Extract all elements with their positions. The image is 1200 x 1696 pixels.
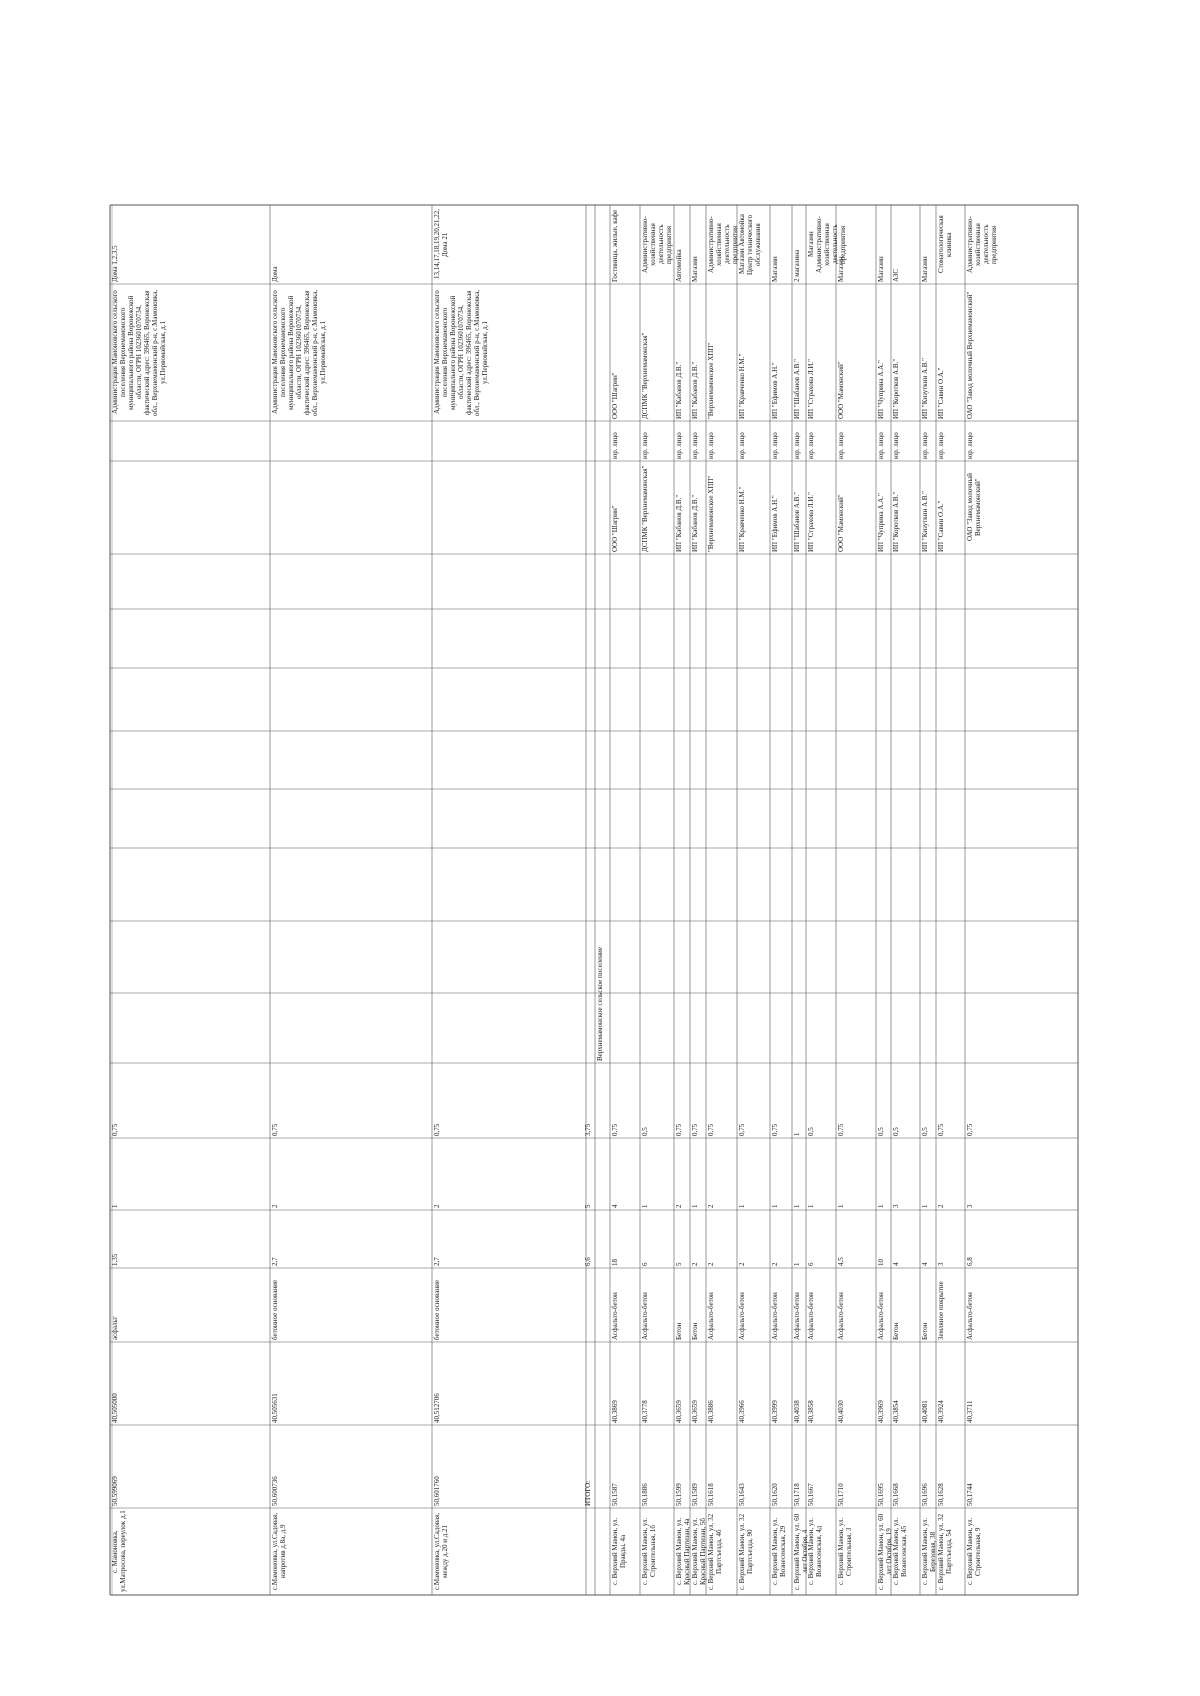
table-row-lat: 50,1668 (892, 1483, 900, 1506)
table-row-owner: ИП "Кабанов Д.В." (691, 361, 699, 419)
table-row-area: 6 (807, 1262, 815, 1266)
top-row-count: 2 (433, 1204, 441, 1208)
table-row-owner: ДСПМК "Верхнемамонская" (641, 332, 649, 419)
table-row-area: 10 (877, 1259, 885, 1266)
table-row-volume: 0,75 (738, 1123, 746, 1136)
table-row-count: 1 (641, 1204, 649, 1208)
table-row-lat: 50,1710 (837, 1483, 845, 1506)
table-row-owner: ИП "Шабанов А.В." (793, 359, 801, 419)
table-row-source: Административно-хозяйственная деятельность предприятия (641, 216, 673, 273)
table-row-lon: 40,4081 (921, 1400, 929, 1423)
table-row-volume: 0,75 (611, 1123, 619, 1136)
table-row-type: юр. лицо (771, 432, 779, 459)
itogo-volume: 3,75 (584, 1123, 592, 1136)
table-row-source: Магазин (921, 256, 929, 282)
table-row-type: юр. лицо (892, 432, 900, 459)
table-row-address: с. Верхний Мамон, ул. Вознесенская, 4д (807, 1517, 823, 1586)
table-row-lon: 40,3924 (937, 1400, 945, 1423)
table-row-cover: Бетон (675, 1322, 683, 1340)
top-row-address: с.Мамоновка, ул.Садовая, между д.20 и д.21 (433, 1512, 449, 1591)
table-row-area: 2 (707, 1262, 715, 1266)
table-row-address: с. Верхний Мамон, ул. 60 лет Октября, 4 (793, 1513, 809, 1590)
top-row-lon: 40,505000 (111, 1393, 119, 1423)
table-row-type: юр. лицо (877, 432, 885, 459)
table-row-lat: 50,1667 (807, 1483, 815, 1506)
table-row-source: Автомойка (675, 249, 683, 282)
table-row-count: 1 (877, 1204, 885, 1208)
table-row-lon: 40,3858 (807, 1400, 815, 1423)
table-row-source: Гостиница, жилые, кафе (611, 209, 619, 282)
table-row-cover: Асфальто-бетон (641, 1292, 649, 1340)
table-row-lon: 40,4038 (793, 1400, 801, 1423)
table-row-address: с. Верхний Мамон, ул. 32 Партсъезда, 90 (738, 1513, 754, 1590)
table-row-type: юр. лицо (837, 432, 845, 459)
table-row-owner: ИП "Коротков А.В." (892, 358, 900, 419)
table-row-lat: 50,1620 (771, 1483, 779, 1506)
table-row-volume: 0,5 (641, 1127, 649, 1136)
table-row-volume: 0,75 (771, 1123, 779, 1136)
table-row-source: 2 магазина (793, 249, 801, 282)
table-row-cover: Асфальто-бетон (966, 1292, 974, 1340)
table-row-count: 3 (966, 1204, 974, 1208)
table-row-address: с. Верхний Мамон, ул. Строительная, 3 (837, 1517, 853, 1586)
top-row-area: 2,7 (271, 1257, 279, 1266)
table-row-type: юр. лицо (937, 432, 945, 459)
table-row-area: 3 (937, 1262, 945, 1266)
table-row-source: Магазин (691, 256, 699, 282)
table-row-owner: "Верхнемамонское ХПП" (707, 342, 715, 419)
top-row-source: Дома (271, 266, 279, 282)
table-row-cover: Бетон (892, 1322, 900, 1340)
table-row-area: 18 (611, 1259, 619, 1266)
table-row-area: 1 (793, 1262, 801, 1266)
top-row-owner: Администрация Мамоновского сельского поселения Верхнемамонского муниципального района Воронежской области, ОГРН 1023601070734, фактический адрес: 396465, Воронежская обл., Верхнемамонский р-н, с.Мамоновка, ул.Первомайская, д.1 (433, 289, 489, 416)
table-row-source: Административно-хозяйственная деятельность предприятия (966, 216, 998, 273)
table-row-owner_list: ДСПМК "Верхнемамонская" (641, 465, 649, 552)
top-row-cover: асфальт (111, 1316, 119, 1340)
table-row-address: с. Верхний Мамон, ул. Правды, 4а (611, 1517, 627, 1586)
table-row-lat: 50,1744 (966, 1483, 974, 1506)
top-row-lat: 50,601760 (433, 1476, 441, 1506)
table-row-owner_list: ИП "Савин О.А." (937, 500, 945, 552)
table-row-lon: 40,3659 (691, 1400, 699, 1423)
table-row-owner_list: ИП "Ефимов А.Н." (771, 495, 779, 552)
table-row-area: 5 (675, 1262, 683, 1266)
table-row-address: с. Верхний Мамон, ул. Строительная, 1б (641, 1517, 657, 1586)
table-row-lon: 40,3969 (877, 1400, 885, 1423)
top-row-cover: бетонное основание (271, 1280, 279, 1340)
table-row-lon: 40,3869 (611, 1400, 619, 1423)
top-row-owner: Администрация Мамоновского сельского поселения Верхнемамонского муниципального района Воронежской области, ОГРН 1023601070734, фактический адрес: 396465, Воронежская обл., Верхнемамонский р-н, с.Мамоновка, ул.Первомайская, д.1 (111, 289, 167, 416)
top-row-count: 2 (271, 1204, 279, 1208)
table-row-address: с. Верхний Мамон, ул. Красный Партизан, 4а (675, 1517, 691, 1586)
table-row-owner: ИП "Савин О.А." (937, 367, 945, 419)
table-row-source: Магазин (771, 256, 779, 282)
table-row-lat: 50,1695 (877, 1483, 885, 1506)
table-row-area: 4 (892, 1262, 900, 1266)
table-row-volume: 0,75 (837, 1123, 845, 1136)
table-row-count: 2 (707, 1204, 715, 1208)
table-row-owner_list: ИП "Кизуткин А.В." (921, 490, 929, 552)
table-row-owner_list: ООО "Шагрин" (611, 505, 619, 552)
table-row-type: юр. лицо (738, 432, 746, 459)
top-row-cover: бетонное основание (433, 1280, 441, 1340)
section-title: Верхнемамонское сельское поселение (596, 947, 604, 1061)
table-row-count: 1 (793, 1204, 801, 1208)
table-row-count: 1 (807, 1204, 815, 1208)
table-row-type: юр. лицо (691, 432, 699, 459)
table-row-source: Стоматологическая клиника (937, 215, 953, 274)
table-row-owner: ИП "Ефимов А.Н." (771, 362, 779, 419)
table-row-cover: Земляное покрытие (937, 1281, 945, 1340)
table-row-lon: 40,3854 (892, 1400, 900, 1423)
itogo-count: 5 (584, 1204, 592, 1208)
table-row-cover: Асфальто-бетон (837, 1292, 845, 1340)
table-row-owner_list: ИП "Кравченко Н.М." (738, 486, 746, 552)
table-row-owner: ООО "Шагрин" (611, 372, 619, 419)
table-row-cover: Асфальто-бетон (877, 1292, 885, 1340)
table-row-lon: 40,3966 (738, 1400, 746, 1423)
table-row-owner_list: ИП "Страхова Л.И." (807, 491, 815, 552)
table-row-address: с. Верхний Мамон, ул. 32 Партсъезда, 54 (937, 1513, 953, 1590)
table-row-address: с. Верхний Мамон, ул. 60 лет Октября, 19 (877, 1513, 893, 1590)
table-row-volume: 0,75 (937, 1123, 945, 1136)
table-row-area: 2 (771, 1262, 779, 1266)
table-row-lat: 50,1589 (691, 1483, 699, 1506)
table-row-address: с. Верхний Мамон, ул. Вознесенская, 45 (892, 1517, 908, 1586)
table-row-type: юр. лицо (675, 432, 683, 459)
table-row-count: 1 (738, 1204, 746, 1208)
table-row-owner: ИП "Кизуткин А.В." (921, 357, 929, 419)
table-row-count: 1 (837, 1204, 845, 1208)
table-row-volume: 0,75 (691, 1123, 699, 1136)
top-row-lat: 50,600736 (271, 1476, 279, 1506)
table-row-type: юр. лицо (641, 432, 649, 459)
table-row-source: Магазин Автомойка Центр технического обслуживания (738, 214, 762, 275)
table-row-type: юр. лицо (707, 432, 715, 459)
top-row-source: 13,14,17,18,19,20,21,22, Дома 21 (433, 209, 449, 280)
top-row-address: с.Мамоновка, ул.Садовая, напротив д.8а, д.9 (271, 1512, 287, 1591)
top-row-lon: 40,512706 (433, 1393, 441, 1423)
table-row-address: с. Верхний Мамон, ул. Березовая, 38 (921, 1517, 937, 1586)
top-row-owner: Администрация Мамоновского сельского поселения Верхнемамонского муниципального района Воронежской области, ОГРН 1023601070734, фактический адрес: 396465, Воронежская обл., Верхнемамонский р-н, с.Мамоновка, ул.Первомайская, д.1 (271, 289, 327, 416)
itogo-area: 6,6 (584, 1257, 592, 1266)
top-row-lon: 40,505631 (271, 1393, 279, 1423)
table-row-area: 6 (641, 1262, 649, 1266)
table-row-owner_list: "Верхнемамонское ХПП" (707, 475, 715, 552)
top-row-address: с. Мамоновка, ул.Матросова, переулок д.1 (111, 1510, 127, 1593)
table-row-lat: 50,1628 (937, 1483, 945, 1506)
table-row-source: Магазин Административно-хозяйственная деятельность предприятия (807, 216, 847, 273)
table-row-cover: Бетон (921, 1322, 929, 1340)
top-row-source: Дома 1,2,3,5 (111, 245, 119, 282)
table-row-lat: 50,1886 (641, 1483, 649, 1506)
table-row-volume: 0,75 (675, 1123, 683, 1136)
table-row-count: 3 (892, 1204, 900, 1208)
table-row-source: АЗС (892, 268, 900, 282)
table-row-volume: 0,5 (877, 1127, 885, 1136)
table-row-cover: Асфальто-бетон (793, 1292, 801, 1340)
table-row-volume: 0,5 (807, 1127, 815, 1136)
table-row-count: 1 (771, 1204, 779, 1208)
top-row-volume: 0,75 (271, 1123, 279, 1136)
table-row-address: с. Верхний Мамон, ул. Вознесенская, 29 (771, 1517, 787, 1586)
table-row-lat: 50,1696 (921, 1483, 929, 1506)
itogo-label: ИТОГО: (584, 1480, 592, 1506)
table-row-area: 6,8 (966, 1257, 974, 1266)
top-row-area: 1,35 (111, 1253, 119, 1266)
table-row-lon: 40,3886 (707, 1400, 715, 1423)
table-row-lon: 40,3659 (675, 1400, 683, 1423)
table-row-lon: 40,3778 (641, 1400, 649, 1423)
table-row-type: юр. лицо (966, 432, 974, 459)
table-row-lat: 50,1599 (675, 1483, 683, 1506)
table-row-source: Магазин (877, 256, 885, 282)
table-row-type: юр. лицо (921, 432, 929, 459)
top-row-lat: 50,599069 (111, 1476, 119, 1506)
table-row-lat: 50,1587 (611, 1483, 619, 1506)
table-row-owner_list: ИП "Кабанов Д.В." (691, 494, 699, 552)
table-row-count: 2 (675, 1204, 683, 1208)
top-row-area: 2,7 (433, 1257, 441, 1266)
table-row-area: 4,5 (837, 1257, 845, 1266)
table-row-lon: 40,3711 (966, 1400, 974, 1423)
table-row-type: юр. лицо (807, 432, 815, 459)
table-row-lon: 40,3999 (771, 1400, 779, 1423)
table-row-count: 4 (611, 1204, 619, 1208)
table-row-owner_list: ИП "Чуприна А.А." (877, 493, 885, 552)
table-row-owner_list: ИП "Кабанов Д.В." (675, 494, 683, 552)
table-row-lon: 40,4030 (837, 1400, 845, 1423)
top-row-count: 1 (111, 1204, 119, 1208)
table-row-lat: 50,1643 (738, 1483, 746, 1506)
table-row-owner: ОАО "Завод молочный Верхнемамонский" (966, 291, 974, 419)
table-row-area: 4 (921, 1262, 929, 1266)
table-row-owner: ООО "Мамонский" (837, 361, 845, 419)
table-row-source: Административно-хозяйственная деятельность предприятия (707, 216, 739, 273)
table-row-count: 1 (921, 1204, 929, 1208)
table-row-volume: 0,5 (892, 1127, 900, 1136)
table-row-cover: Асфальто-бетон (611, 1292, 619, 1340)
table-row-owner: ИП "Страхова Л.И." (807, 358, 815, 419)
table-row-type: юр. лицо (793, 432, 801, 459)
table-row-volume: 0,5 (921, 1127, 929, 1136)
table-row-cover: Асфальто-бетон (738, 1292, 746, 1340)
table-row-owner: ИП "Кравченко Н.М." (738, 353, 746, 419)
table-row-area: 2 (738, 1262, 746, 1266)
table-row-owner_list: ОАО "Завод молочный Верхнемамонский" (966, 473, 982, 542)
top-row-volume: 0,75 (111, 1123, 119, 1136)
table-row-cover: Асфальто-бетон (771, 1292, 779, 1340)
table-row-type: юр. лицо (611, 432, 619, 459)
table-row-owner: ИП "Кабанов Д.В." (675, 361, 683, 419)
table-row-count: 1 (691, 1204, 699, 1208)
table-row-cover: Асфальто-бетон (707, 1292, 715, 1340)
table-row-area: 2 (691, 1262, 699, 1266)
top-row-volume: 0,75 (433, 1123, 441, 1136)
table-row-owner_list: ИП "Шабанов А.В." (793, 492, 801, 552)
table-row-volume: 0,75 (966, 1123, 974, 1136)
table-row-cover: Асфальто-бетон (807, 1292, 815, 1340)
table-row-owner_list: ИП "Коротков А.В." (892, 491, 900, 552)
table-row-volume: 1 (793, 1132, 801, 1136)
table-row-volume: 0,75 (707, 1123, 715, 1136)
table-row-address: с. Верхний Мамон, ул. 32 Партсъезда, 4б (707, 1513, 723, 1590)
table-row-address: с. Верхний Мамон, ул. Строительная, 9 (966, 1517, 982, 1586)
table-row-source: Магазин (837, 256, 845, 282)
table-row-cover: Бетон (691, 1322, 699, 1340)
table-row-owner_list: ООО "Мамонский" (837, 494, 845, 552)
table-row-lat: 50,1718 (793, 1483, 801, 1506)
table-row-owner: ИП "Чуприна А.А." (877, 360, 885, 419)
table-row-count: 2 (937, 1204, 945, 1208)
table-row-address: с. Верхний Мамон, ул. Красный Партизан, 5б (691, 1517, 707, 1586)
table-row-lat: 50,1618 (707, 1483, 715, 1506)
